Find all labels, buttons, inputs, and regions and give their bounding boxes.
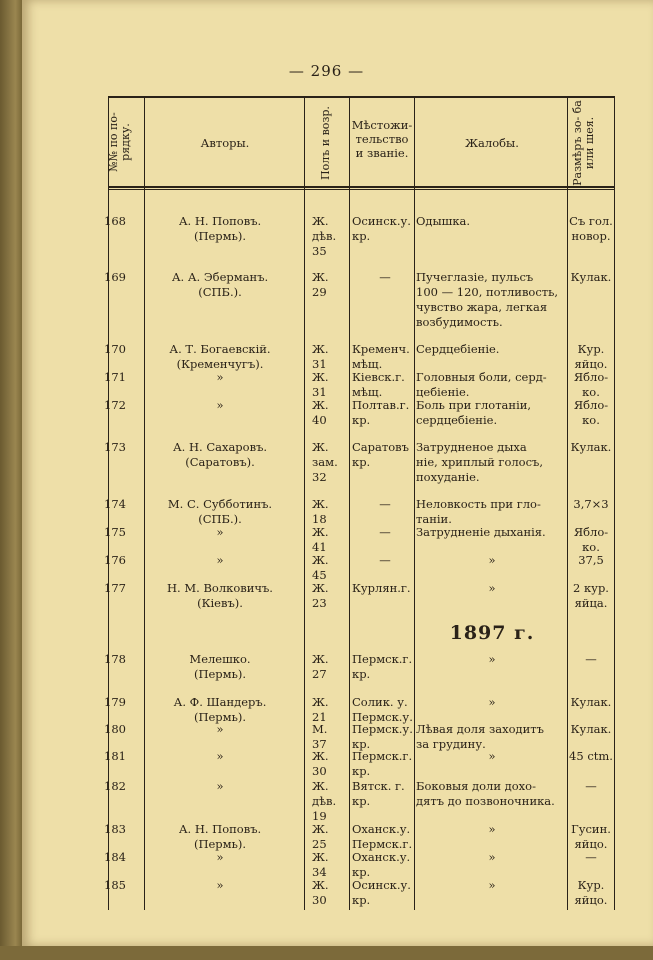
residence-cell-line: Вятск. г.: [352, 779, 405, 793]
author-cell-line: »: [216, 850, 224, 864]
complaints-cell-line: »: [488, 695, 496, 709]
sex-age-cell-line: Ж.: [312, 652, 329, 666]
residence-cell-line: Пермск.г.: [352, 749, 413, 763]
row-number-line: 178: [104, 652, 126, 666]
complaints-cell-line: Лѣвая доля заходитъ: [416, 722, 544, 736]
table-header-rule: [108, 186, 614, 188]
sex-age-cell-line: 23: [312, 596, 327, 610]
goiter-size-cell-line: яйцо.: [574, 893, 608, 907]
residence-cell-line: кр.: [352, 865, 371, 879]
goiter-size-cell: [567, 822, 615, 852]
author-cell-line: »: [216, 553, 224, 567]
sex-age-cell-line: 31: [312, 357, 327, 371]
complaints-cell-line: Сердцебіеніе.: [416, 342, 500, 356]
sex-age-cell-line: Ж.: [312, 779, 329, 793]
residence-cell: [352, 695, 418, 725]
sex-age-cell: [312, 749, 348, 779]
author-cell: [138, 749, 302, 764]
complaints-cell-line: цебіеніе.: [416, 385, 470, 399]
goiter-size-cell-line: Ябло-: [573, 370, 609, 384]
author-cell: [138, 822, 302, 852]
sex-age-cell: [312, 525, 348, 555]
author-cell-line: (Саратовъ).: [185, 455, 255, 469]
sex-age-cell-line: Ж.: [312, 440, 329, 454]
header-authors: Авторы.: [200, 136, 250, 150]
row-number: [86, 779, 126, 794]
author-cell: [138, 342, 302, 372]
goiter-size-cell-line: —: [585, 652, 597, 666]
complaints-cell: [416, 695, 568, 710]
row-number-line: 174: [104, 497, 126, 511]
sex-age-cell-line: Ж.: [312, 342, 329, 356]
author-cell-line: (Кременчугъ).: [176, 357, 264, 371]
goiter-size-cell-line: 2 кур.: [573, 581, 609, 595]
goiter-size-cell-line: новор.: [571, 229, 611, 243]
author-cell: [138, 497, 302, 527]
goiter-size-cell: [567, 581, 615, 611]
row-number-line: 179: [104, 695, 126, 709]
sex-age-cell-line: Ж.: [312, 850, 329, 864]
row-number-line: 182: [104, 779, 126, 793]
sex-age-cell-line: Ж.: [312, 695, 329, 709]
residence-cell-line: —: [379, 270, 391, 284]
goiter-size-cell-line: ко.: [582, 540, 600, 554]
residence-cell-line: кр.: [352, 764, 371, 778]
sex-age-cell: [312, 440, 348, 485]
sex-age-cell-line: 29: [312, 285, 327, 299]
residence-cell: [352, 214, 418, 244]
author-cell-line: А. Н. Сахаровъ.: [172, 440, 268, 454]
goiter-size-cell: [567, 525, 615, 555]
goiter-size-cell-line: яйцо.: [574, 357, 608, 371]
author-cell: [138, 214, 302, 244]
row-number-line: 181: [104, 749, 126, 763]
author-cell: [138, 553, 302, 568]
row-number: [86, 652, 126, 667]
row-number-line: 185: [104, 878, 126, 892]
page-edge: [0, 946, 653, 960]
residence-cell: [352, 342, 418, 372]
row-number: [86, 525, 126, 540]
sex-age-cell-line: 45: [312, 568, 327, 582]
goiter-size-cell: [567, 370, 615, 400]
row-number: [86, 270, 126, 285]
complaints-cell: [416, 822, 568, 837]
sex-age-cell-line: Ж.: [312, 398, 329, 412]
goiter-size-cell-line: Кулак.: [570, 440, 612, 454]
goiter-size-cell: [567, 440, 615, 455]
row-number-line: 173: [104, 440, 126, 454]
author-cell: [138, 270, 302, 300]
complaints-cell-line: чувство жара, легкая: [416, 300, 548, 314]
author-cell: [138, 440, 302, 470]
sex-age-cell-line: Ж.: [312, 270, 329, 284]
residence-cell-line: мѣщ.: [352, 385, 383, 399]
author-cell: [138, 695, 302, 725]
complaints-cell: [416, 370, 568, 400]
residence-cell: [352, 370, 418, 400]
residence-cell-line: Курлян.г.: [352, 581, 411, 595]
sex-age-cell: [312, 342, 348, 372]
row-number: [86, 370, 126, 385]
author-cell-line: М. С. Субботинъ.: [167, 497, 273, 511]
complaints-cell: [416, 722, 568, 752]
residence-cell: [352, 652, 418, 682]
row-number-line: 169: [104, 270, 126, 284]
row-number-line: 180: [104, 722, 126, 736]
residence-cell-line: кр.: [352, 794, 371, 808]
sex-age-cell-line: Ж.: [312, 749, 329, 763]
author-cell: [138, 722, 302, 737]
sex-age-cell-line: 41: [312, 540, 327, 554]
goiter-size-cell-line: —: [585, 850, 597, 864]
complaints-cell-line: сердцебіеніе.: [416, 413, 498, 427]
goiter-size-cell-line: Ябло-: [573, 398, 609, 412]
complaints-cell-line: Пучеглазіе, пульсъ: [416, 270, 534, 284]
complaints-cell: [416, 779, 568, 809]
complaints-cell-line: таніи.: [416, 512, 452, 526]
complaints-cell-line: Боковыя доли дохо-: [416, 779, 536, 793]
row-number: [86, 850, 126, 865]
row-number-line: 176: [104, 553, 126, 567]
author-cell-line: А. Н. Поповъ.: [178, 214, 262, 228]
author-cell: [138, 581, 302, 611]
col-divider: [349, 96, 350, 910]
author-cell-line: Мелешко.: [189, 652, 251, 666]
complaints-cell: [416, 214, 568, 229]
sex-age-cell: [312, 652, 348, 682]
residence-cell-line: Солик. у.: [352, 695, 408, 709]
sex-age-cell-line: 35: [312, 244, 327, 258]
sex-age-cell: [312, 850, 348, 880]
sex-age-cell-line: 34: [312, 865, 327, 879]
goiter-size-cell-line: Съ гол.: [569, 214, 613, 228]
sex-age-cell-line: М.: [312, 722, 328, 736]
complaints-cell-line: Одышка.: [416, 214, 471, 228]
author-cell-line: »: [216, 878, 224, 892]
sex-age-cell-line: 31: [312, 385, 327, 399]
sex-age-cell-line: 25: [312, 837, 327, 851]
residence-cell: [352, 822, 418, 852]
sex-age-cell-line: Ж.: [312, 370, 329, 384]
goiter-size-cell: [567, 779, 615, 794]
goiter-size-cell: [567, 497, 615, 512]
sex-age-cell-line: Ж.: [312, 497, 329, 511]
book-spine: [0, 0, 22, 960]
author-cell-line: »: [216, 525, 224, 539]
residence-cell-line: кр.: [352, 455, 371, 469]
residence-cell-line: Полтав.г.: [352, 398, 410, 412]
sex-age-cell-line: Ж.: [312, 822, 329, 836]
row-number-line: 175: [104, 525, 126, 539]
complaints-cell: [416, 525, 568, 540]
complaints-cell: [416, 553, 568, 568]
residence-cell: [352, 749, 418, 779]
sex-age-cell-line: дѣв.: [312, 794, 337, 808]
complaints-cell: [416, 749, 568, 764]
residence-cell-line: Пермск.у.: [352, 722, 413, 736]
author-cell: [138, 878, 302, 893]
goiter-size-cell-line: Кур.: [577, 342, 605, 356]
sex-age-cell: [312, 722, 348, 752]
residence-cell-line: Саратовъ: [352, 440, 409, 454]
sex-age-cell-line: 30: [312, 764, 327, 778]
sex-age-cell-line: Ж.: [312, 878, 329, 892]
sex-age-cell-line: 32: [312, 470, 327, 484]
complaints-cell-line: »: [488, 652, 496, 666]
residence-cell: [352, 440, 418, 470]
goiter-size-cell: [567, 342, 615, 372]
complaints-cell: [416, 652, 568, 667]
row-number-line: 183: [104, 822, 126, 836]
goiter-size-cell: [567, 749, 615, 764]
complaints-cell: [416, 440, 568, 485]
complaints-cell: [416, 878, 568, 893]
complaints-cell: [416, 581, 568, 596]
sex-age-cell-line: Ж.: [312, 214, 329, 228]
residence-cell-line: кр.: [352, 737, 371, 751]
goiter-size-cell-line: 45 ctm.: [569, 749, 613, 763]
row-number: [86, 695, 126, 710]
residence-cell: [352, 525, 418, 540]
goiter-size-cell-line: 37,5: [578, 553, 604, 567]
row-number-line: 177: [104, 581, 126, 595]
author-cell-line: (Пермь).: [193, 837, 247, 851]
residence-cell-line: Оханск.у.: [352, 850, 411, 864]
row-number-line: 184: [104, 850, 126, 864]
complaints-cell: [416, 342, 568, 357]
residence-cell: [352, 497, 418, 512]
table-header-rule-2: [108, 189, 614, 190]
sex-age-cell-line: 37: [312, 737, 327, 751]
author-cell-line: А. Н. Поповъ.: [178, 822, 262, 836]
row-number: [86, 440, 126, 455]
residence-cell: [352, 779, 418, 809]
goiter-size-cell: [567, 878, 615, 908]
header-size: Размѣръ зо- ба или шея.: [571, 100, 596, 186]
sex-age-cell-line: дѣв.: [312, 229, 337, 243]
row-number: [86, 722, 126, 737]
complaints-cell: [416, 398, 568, 428]
author-cell-line: А. Т. Богаевскій.: [169, 342, 271, 356]
author-cell-line: (Пермь).: [193, 229, 247, 243]
sex-age-cell-line: 21: [312, 710, 327, 724]
residence-cell-line: Осинск.у.: [352, 214, 411, 228]
goiter-size-cell-line: яйцо.: [574, 837, 608, 851]
sex-age-cell: [312, 878, 348, 908]
sex-age-cell-line: Ж.: [312, 553, 329, 567]
residence-cell-line: —: [379, 497, 391, 511]
goiter-size-cell-line: яйца.: [574, 596, 608, 610]
author-cell-line: А. А. Эберманъ.: [171, 270, 269, 284]
complaints-cell-line: Головныя боли, серд-: [416, 370, 547, 384]
header-complaints: Жалобы.: [465, 136, 519, 150]
goiter-size-cell: [567, 850, 615, 865]
complaints-cell-line: за грудину.: [416, 737, 486, 751]
complaints-cell: [416, 850, 568, 865]
sex-age-cell-line: 40: [312, 413, 327, 427]
row-number: [86, 497, 126, 512]
author-cell: [138, 850, 302, 865]
sex-age-cell-line: 27: [312, 667, 327, 681]
residence-cell: [352, 850, 418, 880]
residence-cell-line: Осинск.у.: [352, 878, 411, 892]
complaints-cell-line: »: [488, 553, 496, 567]
residence-cell: [352, 553, 418, 568]
author-cell-line: »: [216, 749, 224, 763]
sex-age-cell: [312, 398, 348, 428]
author-cell-line: (СПБ.).: [198, 285, 242, 299]
row-number: [86, 581, 126, 596]
sex-age-cell: [312, 497, 348, 527]
complaints-cell-line: Неловкость при гло-: [416, 497, 541, 511]
author-cell-line: (Пермь).: [193, 667, 247, 681]
author-cell-line: Н. М. Волковичъ.: [167, 581, 273, 595]
complaints-cell-line: »: [488, 581, 496, 595]
residence-cell-line: Пермск.у.: [352, 710, 413, 724]
residence-cell: [352, 270, 418, 285]
goiter-size-cell-line: Гусин.: [571, 822, 611, 836]
goiter-size-cell: [567, 722, 615, 737]
complaints-cell-line: Затрудненіе дыханія.: [416, 525, 546, 539]
page-number: — 296 —: [288, 62, 365, 80]
author-cell-line: (Пермь).: [193, 710, 247, 724]
author-cell: [138, 398, 302, 413]
sex-age-cell: [312, 822, 348, 852]
goiter-size-cell-line: —: [585, 779, 597, 793]
complaints-cell-line: Затрудненое дыха: [416, 440, 527, 454]
year-heading: 1897 г.: [449, 622, 535, 644]
residence-cell-line: мѣщ.: [352, 357, 383, 371]
residence-cell-line: —: [379, 553, 391, 567]
residence-cell: [352, 722, 418, 752]
residence-cell-line: кр.: [352, 893, 371, 907]
goiter-size-cell-line: Кулак.: [570, 695, 612, 709]
residence-cell-line: Пермск.г.: [352, 837, 413, 851]
author-cell-line: »: [216, 398, 224, 412]
goiter-size-cell: [567, 270, 615, 285]
residence-cell-line: кр.: [352, 667, 371, 681]
goiter-size-cell-line: Ябло-: [573, 525, 609, 539]
author-cell-line: »: [216, 779, 224, 793]
header-sex-age: Полъ и возр.: [319, 106, 332, 180]
sex-age-cell-line: 18: [312, 512, 327, 526]
residence-cell-line: кр.: [352, 413, 371, 427]
row-number-line: 168: [104, 214, 126, 228]
sex-age-cell: [312, 370, 348, 400]
goiter-size-cell-line: Кулак.: [570, 722, 612, 736]
row-number: [86, 749, 126, 764]
row-number: [86, 553, 126, 568]
complaints-cell-line: похуданіе.: [416, 470, 480, 484]
goiter-size-cell: [567, 695, 615, 710]
author-cell-line: »: [216, 370, 224, 384]
author-cell: [138, 525, 302, 540]
col-divider: [304, 96, 305, 910]
row-number-line: 172: [104, 398, 126, 412]
goiter-size-cell-line: ко.: [582, 385, 600, 399]
sex-age-cell: [312, 695, 348, 725]
sex-age-cell: [312, 581, 348, 611]
sex-age-cell-line: 30: [312, 893, 327, 907]
author-cell-line: (Кіевъ).: [197, 596, 243, 610]
header-place: Мѣстожи- тельство и званіе.: [351, 118, 413, 160]
goiter-size-cell-line: ко.: [582, 413, 600, 427]
complaints-cell-line: »: [488, 878, 496, 892]
residence-cell-line: Оханск.у.: [352, 822, 411, 836]
author-cell-line: (СПБ.).: [198, 512, 242, 526]
author-cell: [138, 652, 302, 682]
complaints-cell-line: 100 — 120, потливость,: [416, 285, 559, 299]
residence-cell-line: Кіевск.г.: [352, 370, 405, 384]
goiter-size-cell: [567, 214, 615, 244]
row-number: [86, 822, 126, 837]
header-num: №№ по по- рядку.: [107, 112, 132, 172]
residence-cell-line: кр.: [352, 229, 371, 243]
residence-cell: [352, 878, 418, 908]
goiter-size-cell: [567, 398, 615, 428]
author-cell-line: А. Ф. Шандеръ.: [173, 695, 267, 709]
goiter-size-cell: [567, 652, 615, 667]
residence-cell-line: Пермск.г.: [352, 652, 413, 666]
residence-cell: [352, 581, 418, 596]
author-cell: [138, 779, 302, 794]
row-number-line: 170: [104, 342, 126, 356]
sex-age-cell: [312, 553, 348, 583]
complaints-cell-line: ніе, хриплый голосъ,: [416, 455, 544, 469]
sex-age-cell-line: Ж.: [312, 581, 329, 595]
residence-cell-line: Кременч.: [352, 342, 410, 356]
goiter-size-cell-line: Кулак.: [570, 270, 612, 284]
complaints-cell-line: »: [488, 822, 496, 836]
row-number: [86, 214, 126, 229]
complaints-cell-line: Боль при глотаніи,: [416, 398, 532, 412]
sex-age-cell: [312, 779, 348, 824]
author-cell: [138, 370, 302, 385]
sex-age-cell-line: Ж.: [312, 525, 329, 539]
complaints-cell-line: »: [488, 850, 496, 864]
row-number: [86, 398, 126, 413]
complaints-cell-line: дятъ до позвоночника.: [416, 794, 555, 808]
row-number-line: 171: [104, 370, 126, 384]
goiter-size-cell-line: 3,7×3: [573, 497, 609, 511]
complaints-cell-line: возбудимость.: [416, 315, 503, 329]
sex-age-cell: [312, 214, 348, 259]
row-number: [86, 878, 126, 893]
residence-cell: [352, 398, 418, 428]
complaints-cell-line: »: [488, 749, 496, 763]
complaints-cell: [416, 497, 568, 527]
sex-age-cell-line: зам.: [312, 455, 338, 469]
author-cell-line: »: [216, 722, 224, 736]
goiter-size-cell: [567, 553, 615, 568]
sex-age-cell-line: 19: [312, 809, 327, 823]
table-top-rule: [108, 96, 614, 98]
sex-age-cell: [312, 270, 348, 300]
complaints-cell: [416, 270, 568, 330]
residence-cell-line: —: [379, 525, 391, 539]
goiter-size-cell-line: Кур.: [577, 878, 605, 892]
row-number: [86, 342, 126, 357]
